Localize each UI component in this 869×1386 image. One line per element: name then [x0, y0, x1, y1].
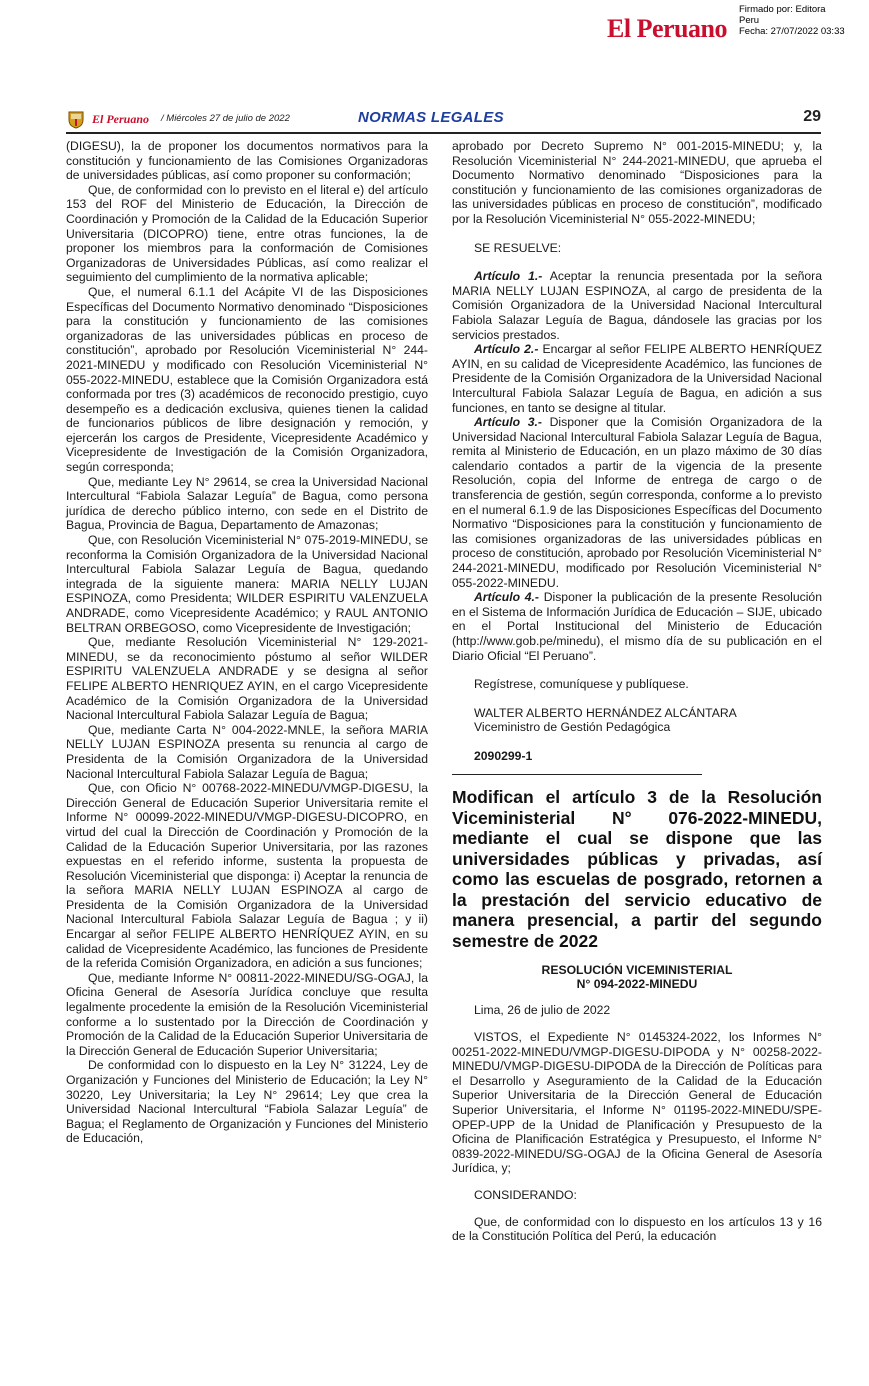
- signature-line: Fecha: 27/07/2022 03:33: [739, 26, 845, 37]
- brand-logo: El Peruano: [607, 14, 727, 43]
- resolve-heading: SE RESUELVE:: [474, 240, 562, 255]
- resolution-type: RESOLUCIÓN VICEMINISTERIAL: [541, 963, 733, 978]
- publication-name: El Peruano: [92, 112, 150, 126]
- paragraph: Que, mediante Resolución Viceministerial N° 129-2021-MINEDU, se da reconocimiento póstumo al señor WILDER ESPIRITU VALENZUELA ANDRADE y se designa al señor FELIPE ALBERTO HENRIQUEZ AYIN, en el cargo Vicepresidente Académico de la Comisión Organizadora de la Universidad Nacional Intercultural Fabiola Salazar Leguía de Bagua;: [66, 635, 428, 723]
- separator-rule: [452, 774, 702, 776]
- paragraph: Que, de conformidad con lo dispuesto en los artículos 13 y 16 de la Constitución Política del Perú, la educación: [452, 1214, 822, 1244]
- right-column: [452, 139, 822, 1244]
- coat-of-arms-icon: [66, 109, 86, 129]
- issue-date: / Miércoles 27 de julio de 2022: [161, 113, 290, 124]
- norm-title: Modifican el artículo 3 de la Resolución Viceministerial N° 076-2022-MINEDU, mediante el cual se dispone que las universidades públicas y privadas, así como las escuelas de posgrado, retornen a la prestación del servicio educativo de manera presencial, a partir del segundo semestre de 2022: [452, 787, 822, 951]
- article-text: Encargar al señor FELIPE ALBERTO HENRÍQUEZ AYIN, en su calidad de Vicepresidente Académico, las funciones de Presidente de la Comisión Organizadora de la Universidad Nacional Intercultural Fabiola Salazar Leguía de Bagua, en adición a sus funciones, en tanto se designe al titular.: [452, 342, 822, 415]
- section-title: NORMAS LEGALES: [358, 109, 504, 126]
- article-label: Artículo 2.-: [474, 342, 539, 357]
- paragraph: Que, mediante Ley N° 29614, se crea la Universidad Nacional Intercultural “Fabiola Salazar Leguía” de Bagua, como persona jurídica de derecho público interno, con sede en el Distrito de Bagua, Provincia de Bagua, Departamento de Amazonas;: [66, 474, 428, 533]
- header-rule: [66, 132, 821, 134]
- signer-title: Viceministro de Gestión Pedagógica: [474, 720, 671, 735]
- page-number: 29: [803, 108, 821, 125]
- paragraph: Que, mediante Informe N° 00811-2022-MINEDU/SG-OGAJ, la Oficina General de Asesoría Jurídica concluye que resulta legalmente procedente la emisión de la Resolución Viceministerial conforme a lo sustentado por la Dirección de Coordinación y Promoción de la Calidad de la Educación Superior Universitaria de la Dirección General de Educación Superior Universitaria;: [66, 970, 428, 1058]
- article-text: Disponer la publicación de la presente Resolución en el Sistema de Información Jurídica de Educación – SIJE, ubicado en el Portal Institucional del Ministerio de Educación (http://www.gob.pe/minedu), el mismo día de su publicación en el Diario Oficial “El Peruano”.: [452, 590, 822, 663]
- left-column: [66, 139, 428, 1146]
- article-1: [452, 269, 822, 342]
- vistos-paragraph: VISTOS, el Expediente N° 0145324-2022, los Informes N° 00251-2022-MINEDU/VMGP-DIGESU-DIPODA y N° 00258-2022-MINEDU/VMGP-DIGESU-DIPODA de la Dirección de Políticas para el Desarrollo y Aseguramiento de la Calidad de la Educación Superior Universitaria de la Dirección General de Educación Superior Universitaria, el Informe N° 01195-2022-MINEDU/SPE-OPEP-UPP de la Unidad de Planificación y Presupuesto de la Oficina de Planificación Estratégica y Presupuesto, el Informe N° 0839-2022-MINEDU/SG-OGAJ de la Oficina General de Asesoría Jurídica, y;: [452, 1030, 822, 1176]
- article-4: [452, 590, 822, 663]
- place-date: Lima, 26 de julio de 2022: [474, 1003, 611, 1018]
- paragraph: Que, el numeral 6.1.1 del Acápite VI de las Disposiciones Específicas del Documento Normativo denominado “Disposiciones para la constitución y funcionamiento de las comisiones organizadoras de las universidades públicas en proceso de constitución”, aprobado por Resolución Viceministerial N° 244-2021-MINEDU y modificado con Resolución Viceministerial N° 055-2022-MINEDU, establece que la Comisión Organizadora está conformada por tres (3) académicos de reconocido prestigio, cuyo desempeño es a dedicación exclusiva, quienes tienen la calidad de funcionarios públicos de libre designación y remoción, y ejercerán los cargos de Presidente, Vicepresidente Académico y Vicepresidente de Investigación de la Comisión Organizadora, según corresponda;: [66, 284, 428, 475]
- paragraph: Que, mediante Carta N° 004-2022-MNLE, la señora MARIA NELLY LUJAN ESPINOZA presenta su renuncia al cargo de Presidenta de la Comisión Organizadora de la Universidad Nacional Intercultural Fabiola Salazar Leguía de Bagua;: [66, 722, 428, 781]
- signer-name: WALTER ALBERTO HERNÁNDEZ ALCÁNTARA: [474, 705, 737, 720]
- resolution-number: N° 094-2022-MINEDU: [576, 977, 698, 992]
- page-header: [66, 106, 821, 130]
- paragraph: Que, con Oficio N° 00768-2022-MINEDU/VMGP-DIGESU, la Dirección General de Educación Superior Universitaria remite el Informe N° 00099-2022-MINEDU/VMGP-DIGESU-DICOPRO, en virtud del cual la Dirección de Coordinación y Promoción de la Calidad de la Educación Superior Universitaria, por las razones expuestas en el referido informe, sustenta la propuesta de Resolución Viceministerial que disponga: i) Aceptar la renuncia de la señora MARIA NELLY LUJAN ESPINOZA al cargo de Presidenta de la Comisión Organizadora de la Universidad Nacional Intercultural Fabiola Salazar Leguía de Bagua ; y ii) Encargar al señor FELIPE ALBERTO HENRÍQUEZ AYIN, en su calidad de Vicepresidente Académico, las funciones de Presidente de la referida Comisión Organizadora, en adición a sus funciones;: [66, 781, 428, 971]
- article-label: Artículo 3.-: [474, 415, 542, 430]
- signature-line: Peru: [739, 15, 760, 26]
- paragraph: Que, con Resolución Viceministerial N° 075-2019-MINEDU, se reconforma la Comisión Organizadora de la Universidad Nacional Intercultural Fabiola Salazar Leguía de Bagua, quedando integrada de la siguiente manera: MARIA NELLY LUJAN ESPINOZA, como Presidenta; WILDER ESPIRITU VALENZUELA ANDRADE, como Vicepresidente Académico; y RAUL ANTONIO BELTRAN ORBEGOSO, como Vicepresidente de Investigación;: [66, 533, 428, 635]
- article-text: Disponer que la Comisión Organizadora de la Universidad Nacional Intercultural Fabiola Salazar Leguía de Bagua, remita al Ministerio de Educación, en un plazo máximo de 30 días calendario contados a partir de la vigencia de la presente Resolución, copia del Informe de entrega de cargo o de transferencia de gestión, según corresponda, conforme a lo previsto en el numeral 6.1.9 de las Disposiciones Específicas del Documento Normativo “Disposiciones para la constitución y funcionamiento de las comisiones organizadoras de las universidades públicas en proceso de constitución, aprobado por Resolución Viceministerial N° 244-2021-MINEDU, modificado por Resolución Viceministerial N° 055-2022-MINEDU.: [452, 415, 822, 590]
- paragraph: (DIGESU), la de proponer los documentos normativos para la constitución y funcionamiento de las Comisiones Organizadoras de universidades públicas, así como proponer su conformación;: [66, 139, 428, 183]
- article-3: [452, 415, 822, 590]
- resolution-heading: [452, 963, 822, 991]
- closing-formula: Regístrese, comuníquese y publíquese.: [474, 677, 689, 692]
- digital-signature-stamp: [739, 4, 845, 37]
- paragraph: Que, de conformidad con lo previsto en el literal e) del artículo 153 del ROF del Ministerio de Educación, la Dirección de Coordinación y Promoción de la Calidad de la Educación Superior Universitaria (DICOPRO) tiene, entre otras funciones, la de proponer los miembros para la conformación de Comisiones Organizadoras de Universidades Públicas, así como realizar el seguimiento del cumplimiento de la normativa aplicable;: [66, 182, 428, 285]
- signature-line: Firmado por: Editora: [739, 4, 826, 15]
- paragraph: De conformidad con lo dispuesto en la Ley N° 31224, Ley de Organización y Funciones del Ministerio de Educación; la Ley N° 30220, Ley Universitaria; la Ley N° 29614; Ley que crea la Universidad Nacional Intercultural “Fabiola Salazar Leguía” de Bagua; el Reglamento de Organización y Funciones del Ministerio de Educación,: [66, 1058, 428, 1146]
- article-2: [452, 342, 822, 415]
- article-label: Artículo 4.-: [474, 590, 539, 605]
- paragraph: aprobado por Decreto Supremo N° 001-2015-MINEDU; y, la Resolución Viceministerial N° 244-2021-MINEDU, que aprueba el Documento Normativo denominado “Disposiciones para la constitución y funcionamiento de las comisiones organizadoras de las universidades públicas en proceso de constitución”, modificado por la Resolución Viceministerial N° 055-2022-MINEDU;: [452, 139, 822, 226]
- article-text: Aceptar la renuncia presentada por la señora MARIA NELLY LUJAN ESPINOZA, al cargo de presidenta de la Comisión Organizadora de la Universidad Nacional Intercultural Fabiola Salazar Leguía de Bagua, dándosele las gracias por los servicios prestados.: [452, 269, 822, 342]
- article-label: Artículo 1.-: [474, 269, 543, 284]
- considerando-heading: CONSIDERANDO:: [474, 1188, 577, 1202]
- publication-code: 2090299-1: [474, 748, 533, 763]
